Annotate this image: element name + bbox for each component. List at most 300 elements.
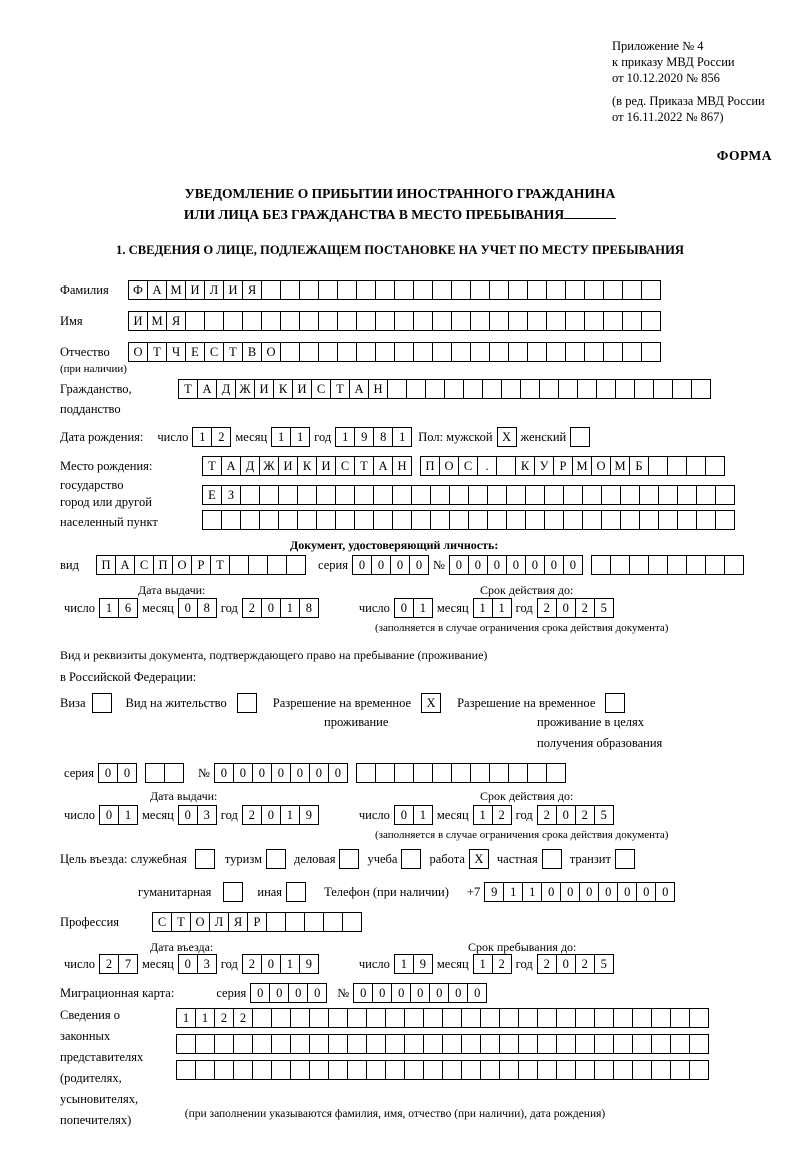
form-cell[interactable] xyxy=(470,763,490,783)
form-cell[interactable]: Т xyxy=(202,456,222,476)
form-cell[interactable] xyxy=(651,1034,671,1054)
form-cell[interactable]: С xyxy=(335,456,355,476)
form-cell[interactable] xyxy=(705,555,725,575)
form-cell[interactable]: 0 xyxy=(290,763,310,783)
form-cell[interactable] xyxy=(406,379,426,399)
form-cell[interactable] xyxy=(375,342,395,362)
form-cell[interactable] xyxy=(267,555,287,575)
birth-day-input[interactable] xyxy=(192,427,231,447)
form-cell[interactable]: 0 xyxy=(409,555,429,575)
form-cell[interactable]: 2 xyxy=(537,598,557,618)
entry-month-input[interactable] xyxy=(178,954,217,974)
form-cell[interactable] xyxy=(622,342,642,362)
form-cell[interactable]: 0 xyxy=(556,598,576,618)
form-cell[interactable]: Т xyxy=(171,912,191,932)
form-cell[interactable]: Ж xyxy=(259,456,279,476)
form-cell[interactable] xyxy=(318,342,338,362)
form-cell[interactable] xyxy=(632,1034,652,1054)
residence-permit-checkbox[interactable] xyxy=(237,693,257,713)
form-cell[interactable] xyxy=(622,280,642,300)
doc-valid-day-input[interactable] xyxy=(394,598,433,618)
form-cell[interactable] xyxy=(610,555,630,575)
form-cell[interactable]: И xyxy=(185,280,205,300)
form-cell[interactable]: 3 xyxy=(197,805,217,825)
form-cell[interactable]: М xyxy=(166,280,186,300)
form-cell[interactable]: 0 xyxy=(261,805,281,825)
form-cell[interactable]: А xyxy=(349,379,369,399)
form-cell[interactable] xyxy=(489,342,509,362)
form-cell[interactable] xyxy=(451,280,471,300)
form-cell[interactable] xyxy=(328,1008,348,1028)
form-cell[interactable]: С xyxy=(204,342,224,362)
temp-residence-edu-checkbox[interactable] xyxy=(605,693,625,713)
form-cell[interactable] xyxy=(176,1060,196,1080)
form-cell[interactable]: 1 xyxy=(192,427,212,447)
form-cell[interactable]: П xyxy=(153,555,173,575)
birthplace-state-input[interactable] xyxy=(202,456,412,476)
form-cell[interactable] xyxy=(271,1060,291,1080)
form-cell[interactable] xyxy=(385,1060,405,1080)
form-cell[interactable]: 0 xyxy=(467,983,487,1003)
form-cell[interactable]: Л xyxy=(204,280,224,300)
form-cell[interactable] xyxy=(677,510,697,530)
form-cell[interactable] xyxy=(634,379,654,399)
form-cell[interactable]: 0 xyxy=(390,555,410,575)
form-cell[interactable] xyxy=(449,510,469,530)
form-cell[interactable]: К xyxy=(515,456,535,476)
form-cell[interactable] xyxy=(577,379,597,399)
form-cell[interactable]: 1 xyxy=(335,427,355,447)
form-cell[interactable]: 0 xyxy=(410,983,430,1003)
form-cell[interactable] xyxy=(423,1008,443,1028)
form-cell[interactable] xyxy=(354,510,374,530)
doc-valid-year-input[interactable] xyxy=(537,598,614,618)
form-cell[interactable] xyxy=(290,1060,310,1080)
form-cell[interactable]: 0 xyxy=(556,954,576,974)
patronymic-input[interactable] xyxy=(128,342,661,362)
form-cell[interactable] xyxy=(670,1008,690,1028)
form-cell[interactable] xyxy=(339,849,359,869)
form-cell[interactable] xyxy=(496,456,516,476)
form-cell[interactable] xyxy=(620,485,640,505)
form-cell[interactable] xyxy=(404,1034,424,1054)
form-cell[interactable] xyxy=(432,342,452,362)
form-cell[interactable] xyxy=(575,1034,595,1054)
form-cell[interactable]: 8 xyxy=(299,598,319,618)
form-cell[interactable] xyxy=(506,510,526,530)
form-cell[interactable] xyxy=(584,342,604,362)
form-cell[interactable]: 2 xyxy=(211,427,231,447)
form-cell[interactable]: 1 xyxy=(176,1008,196,1028)
form-cell[interactable] xyxy=(373,510,393,530)
form-cell[interactable]: Б xyxy=(629,456,649,476)
form-cell[interactable]: И xyxy=(278,456,298,476)
form-cell[interactable] xyxy=(605,693,625,713)
form-cell[interactable] xyxy=(423,1034,443,1054)
form-cell[interactable] xyxy=(248,555,268,575)
form-cell[interactable] xyxy=(323,912,343,932)
migration-series-input[interactable] xyxy=(250,983,327,1003)
form-cell[interactable] xyxy=(689,1034,709,1054)
permit-valid-day-input[interactable] xyxy=(394,805,433,825)
form-cell[interactable] xyxy=(480,1060,500,1080)
stay-year-input[interactable] xyxy=(537,954,614,974)
form-cell[interactable] xyxy=(411,485,431,505)
form-cell[interactable] xyxy=(451,311,471,331)
form-cell[interactable]: 1 xyxy=(503,882,523,902)
form-cell[interactable]: 0 xyxy=(214,763,234,783)
form-cell[interactable] xyxy=(667,456,687,476)
permit-number-input[interactable] xyxy=(214,763,348,783)
form-cell[interactable] xyxy=(413,763,433,783)
form-cell[interactable]: 0 xyxy=(563,555,583,575)
form-cell[interactable]: 1 xyxy=(99,598,119,618)
form-cell[interactable] xyxy=(185,311,205,331)
form-cell[interactable] xyxy=(689,1060,709,1080)
form-cell[interactable]: 0 xyxy=(288,983,308,1003)
form-cell[interactable] xyxy=(442,1034,462,1054)
form-cell[interactable] xyxy=(335,485,355,505)
form-cell[interactable] xyxy=(470,280,490,300)
form-cell[interactable] xyxy=(489,763,509,783)
form-cell[interactable] xyxy=(444,379,464,399)
purpose-tourism-checkbox[interactable] xyxy=(266,849,286,869)
form-cell[interactable] xyxy=(648,456,668,476)
form-cell[interactable] xyxy=(508,342,528,362)
form-cell[interactable] xyxy=(565,342,585,362)
form-cell[interactable] xyxy=(354,485,374,505)
form-cell[interactable]: 1 xyxy=(195,1008,215,1028)
form-cell[interactable]: 0 xyxy=(328,763,348,783)
form-cell[interactable] xyxy=(487,485,507,505)
form-cell[interactable]: Т xyxy=(223,342,243,362)
form-cell[interactable]: 1 xyxy=(394,954,414,974)
form-cell[interactable] xyxy=(556,1008,576,1028)
form-cell[interactable] xyxy=(387,379,407,399)
form-cell[interactable] xyxy=(584,280,604,300)
form-cell[interactable] xyxy=(404,1008,424,1028)
form-cell[interactable]: 0 xyxy=(541,882,561,902)
form-cell[interactable] xyxy=(299,342,319,362)
form-cell[interactable] xyxy=(280,311,300,331)
form-cell[interactable] xyxy=(724,555,744,575)
form-cell[interactable]: 0 xyxy=(655,882,675,902)
purpose-private-checkbox[interactable] xyxy=(542,849,562,869)
form-cell[interactable] xyxy=(468,510,488,530)
form-cell[interactable] xyxy=(470,311,490,331)
form-cell[interactable] xyxy=(629,555,649,575)
form-cell[interactable]: 0 xyxy=(178,805,198,825)
form-cell[interactable] xyxy=(613,1008,633,1028)
form-cell[interactable]: 2 xyxy=(575,598,595,618)
form-cell[interactable] xyxy=(278,485,298,505)
form-cell[interactable] xyxy=(373,485,393,505)
form-cell[interactable] xyxy=(506,485,526,505)
form-cell[interactable] xyxy=(508,763,528,783)
form-cell[interactable]: 2 xyxy=(537,805,557,825)
form-cell[interactable] xyxy=(342,912,362,932)
form-cell[interactable]: 0 xyxy=(269,983,289,1003)
form-cell[interactable]: 2 xyxy=(537,954,557,974)
form-cell[interactable]: Т xyxy=(147,342,167,362)
form-cell[interactable] xyxy=(290,1008,310,1028)
birthplace-city-input-row2[interactable] xyxy=(202,485,735,505)
surname-input[interactable] xyxy=(128,280,661,300)
form-cell[interactable] xyxy=(195,1060,215,1080)
form-cell[interactable] xyxy=(304,912,324,932)
form-cell[interactable] xyxy=(223,882,243,902)
form-cell[interactable] xyxy=(596,379,616,399)
form-cell[interactable]: Д xyxy=(216,379,236,399)
form-cell[interactable] xyxy=(347,1008,367,1028)
permit-issue-year-input[interactable] xyxy=(242,805,319,825)
form-cell[interactable]: А xyxy=(197,379,217,399)
form-cell[interactable] xyxy=(546,342,566,362)
form-cell[interactable]: 0 xyxy=(429,983,449,1003)
form-cell[interactable] xyxy=(411,510,431,530)
form-cell[interactable] xyxy=(223,311,243,331)
purpose-transit-checkbox[interactable] xyxy=(615,849,635,869)
form-cell[interactable]: 0 xyxy=(636,882,656,902)
form-cell[interactable] xyxy=(297,485,317,505)
profession-input[interactable] xyxy=(152,912,362,932)
form-cell[interactable] xyxy=(641,311,661,331)
form-cell[interactable]: 0 xyxy=(394,598,414,618)
form-cell[interactable] xyxy=(487,510,507,530)
form-cell[interactable] xyxy=(432,311,452,331)
form-cell[interactable]: 9 xyxy=(484,882,504,902)
form-cell[interactable] xyxy=(501,379,521,399)
permit-number-extra-input[interactable] xyxy=(356,763,566,783)
form-cell[interactable]: 0 xyxy=(579,882,599,902)
permit-series-extra-input[interactable] xyxy=(145,763,184,783)
form-cell[interactable] xyxy=(259,510,279,530)
doc-number-input[interactable] xyxy=(449,555,583,575)
form-cell[interactable] xyxy=(318,311,338,331)
form-cell[interactable]: 1 xyxy=(280,805,300,825)
form-cell[interactable]: 2 xyxy=(99,954,119,974)
form-cell[interactable]: 2 xyxy=(233,1008,253,1028)
form-cell[interactable] xyxy=(520,379,540,399)
form-cell[interactable] xyxy=(347,1034,367,1054)
form-cell[interactable]: 2 xyxy=(242,954,262,974)
form-cell[interactable] xyxy=(242,311,262,331)
form-cell[interactable] xyxy=(527,311,547,331)
form-cell[interactable]: 1 xyxy=(492,598,512,618)
form-cell[interactable] xyxy=(266,849,286,869)
form-cell[interactable]: И xyxy=(128,311,148,331)
form-cell[interactable] xyxy=(347,1060,367,1080)
form-cell[interactable]: X xyxy=(497,427,517,447)
form-cell[interactable] xyxy=(461,1034,481,1054)
form-cell[interactable] xyxy=(337,342,357,362)
form-cell[interactable] xyxy=(337,311,357,331)
permit-valid-month-input[interactable] xyxy=(473,805,512,825)
form-cell[interactable] xyxy=(297,510,317,530)
form-cell[interactable]: 0 xyxy=(487,555,507,575)
form-cell[interactable]: 5 xyxy=(594,598,614,618)
form-cell[interactable] xyxy=(221,510,241,530)
form-cell[interactable]: 1 xyxy=(413,598,433,618)
form-cell[interactable] xyxy=(442,1060,462,1080)
migration-number-input[interactable] xyxy=(353,983,487,1003)
form-cell[interactable] xyxy=(328,1060,348,1080)
form-cell[interactable] xyxy=(432,763,452,783)
form-cell[interactable] xyxy=(394,311,414,331)
form-cell[interactable] xyxy=(290,1034,310,1054)
form-cell[interactable] xyxy=(285,912,305,932)
form-cell[interactable] xyxy=(672,379,692,399)
form-cell[interactable] xyxy=(658,485,678,505)
form-cell[interactable]: А xyxy=(115,555,135,575)
form-cell[interactable]: 2 xyxy=(242,598,262,618)
form-cell[interactable] xyxy=(366,1008,386,1028)
form-cell[interactable]: Я xyxy=(228,912,248,932)
form-cell[interactable]: 0 xyxy=(117,763,137,783)
form-cell[interactable] xyxy=(575,1008,595,1028)
form-cell[interactable]: И xyxy=(254,379,274,399)
form-cell[interactable]: Ч xyxy=(166,342,186,362)
form-cell[interactable] xyxy=(316,485,336,505)
form-cell[interactable]: 0 xyxy=(617,882,637,902)
form-cell[interactable] xyxy=(261,280,281,300)
form-cell[interactable]: О xyxy=(261,342,281,362)
form-cell[interactable] xyxy=(575,1060,595,1080)
form-cell[interactable] xyxy=(518,1008,538,1028)
form-cell[interactable] xyxy=(584,311,604,331)
form-cell[interactable] xyxy=(278,510,298,530)
form-cell[interactable] xyxy=(195,1034,215,1054)
form-cell[interactable] xyxy=(413,280,433,300)
form-cell[interactable] xyxy=(508,280,528,300)
form-cell[interactable]: 0 xyxy=(261,954,281,974)
form-cell[interactable] xyxy=(266,912,286,932)
form-cell[interactable] xyxy=(328,1034,348,1054)
form-cell[interactable] xyxy=(715,510,735,530)
form-cell[interactable] xyxy=(525,510,545,530)
form-cell[interactable] xyxy=(392,485,412,505)
form-cell[interactable]: 1 xyxy=(473,954,493,974)
doc-series-input[interactable] xyxy=(352,555,429,575)
form-cell[interactable] xyxy=(594,1060,614,1080)
form-cell[interactable] xyxy=(271,1034,291,1054)
form-cell[interactable]: Н xyxy=(392,456,412,476)
form-cell[interactable] xyxy=(591,555,611,575)
form-cell[interactable]: М xyxy=(610,456,630,476)
form-cell[interactable] xyxy=(214,1034,234,1054)
form-cell[interactable]: 7 xyxy=(118,954,138,974)
form-cell[interactable]: 2 xyxy=(242,805,262,825)
form-cell[interactable]: 1 xyxy=(118,805,138,825)
form-cell[interactable] xyxy=(401,849,421,869)
form-cell[interactable]: 0 xyxy=(99,805,119,825)
doc-issue-year-input[interactable] xyxy=(242,598,319,618)
permit-valid-year-input[interactable] xyxy=(537,805,614,825)
form-cell[interactable]: 5 xyxy=(594,805,614,825)
form-cell[interactable] xyxy=(542,849,562,869)
form-cell[interactable]: . xyxy=(477,456,497,476)
form-cell[interactable] xyxy=(309,1034,329,1054)
temp-residence-checkbox[interactable] xyxy=(421,693,441,713)
form-cell[interactable] xyxy=(280,280,300,300)
form-cell[interactable]: X xyxy=(421,693,441,713)
form-cell[interactable] xyxy=(641,280,661,300)
sex-female-checkbox[interactable] xyxy=(570,427,590,447)
form-cell[interactable] xyxy=(686,456,706,476)
sex-male-checkbox[interactable] xyxy=(497,427,517,447)
form-cell[interactable]: Я xyxy=(166,311,186,331)
form-cell[interactable] xyxy=(601,510,621,530)
form-cell[interactable]: 1 xyxy=(271,427,291,447)
form-cell[interactable] xyxy=(622,311,642,331)
form-cell[interactable]: 0 xyxy=(352,555,372,575)
form-cell[interactable]: 0 xyxy=(449,555,469,575)
form-cell[interactable]: 0 xyxy=(252,763,272,783)
form-cell[interactable] xyxy=(233,1060,253,1080)
form-cell[interactable] xyxy=(539,379,559,399)
form-cell[interactable] xyxy=(563,510,583,530)
form-cell[interactable]: 0 xyxy=(560,882,580,902)
form-cell[interactable]: 1 xyxy=(392,427,412,447)
form-cell[interactable] xyxy=(316,510,336,530)
form-cell[interactable]: 0 xyxy=(468,555,488,575)
form-cell[interactable] xyxy=(670,1060,690,1080)
form-cell[interactable] xyxy=(641,342,661,362)
form-cell[interactable] xyxy=(335,510,355,530)
form-cell[interactable]: 3 xyxy=(197,954,217,974)
form-cell[interactable]: Р xyxy=(553,456,573,476)
form-cell[interactable] xyxy=(527,280,547,300)
birth-year-input[interactable] xyxy=(335,427,412,447)
form-cell[interactable] xyxy=(229,555,249,575)
form-cell[interactable]: 0 xyxy=(372,983,392,1003)
form-cell[interactable]: З xyxy=(221,485,241,505)
form-cell[interactable] xyxy=(394,280,414,300)
form-cell[interactable] xyxy=(537,1008,557,1028)
form-cell[interactable]: Т xyxy=(330,379,350,399)
form-cell[interactable]: 0 xyxy=(544,555,564,575)
form-cell[interactable] xyxy=(413,342,433,362)
form-cell[interactable]: 2 xyxy=(575,805,595,825)
purpose-work-checkbox[interactable] xyxy=(469,849,489,869)
form-cell[interactable]: И xyxy=(316,456,336,476)
form-cell[interactable]: И xyxy=(292,379,312,399)
legal-rep-input-row1[interactable] xyxy=(176,1008,709,1028)
form-cell[interactable]: 0 xyxy=(250,983,270,1003)
form-cell[interactable] xyxy=(603,342,623,362)
form-cell[interactable] xyxy=(309,1060,329,1080)
form-cell[interactable]: К xyxy=(273,379,293,399)
form-cell[interactable]: 8 xyxy=(197,598,217,618)
form-cell[interactable]: 9 xyxy=(299,954,319,974)
form-cell[interactable] xyxy=(537,1034,557,1054)
form-cell[interactable] xyxy=(601,485,621,505)
form-cell[interactable] xyxy=(356,311,376,331)
form-cell[interactable] xyxy=(449,485,469,505)
form-cell[interactable]: А xyxy=(221,456,241,476)
form-cell[interactable]: X xyxy=(469,849,489,869)
permit-issue-day-input[interactable] xyxy=(99,805,138,825)
form-cell[interactable] xyxy=(394,763,414,783)
form-cell[interactable] xyxy=(463,379,483,399)
form-cell[interactable] xyxy=(544,510,564,530)
name-input[interactable] xyxy=(128,311,661,331)
form-cell[interactable] xyxy=(413,311,433,331)
form-cell[interactable] xyxy=(233,1034,253,1054)
form-cell[interactable]: 9 xyxy=(413,954,433,974)
doc-issue-day-input[interactable] xyxy=(99,598,138,618)
form-cell[interactable] xyxy=(195,849,215,869)
